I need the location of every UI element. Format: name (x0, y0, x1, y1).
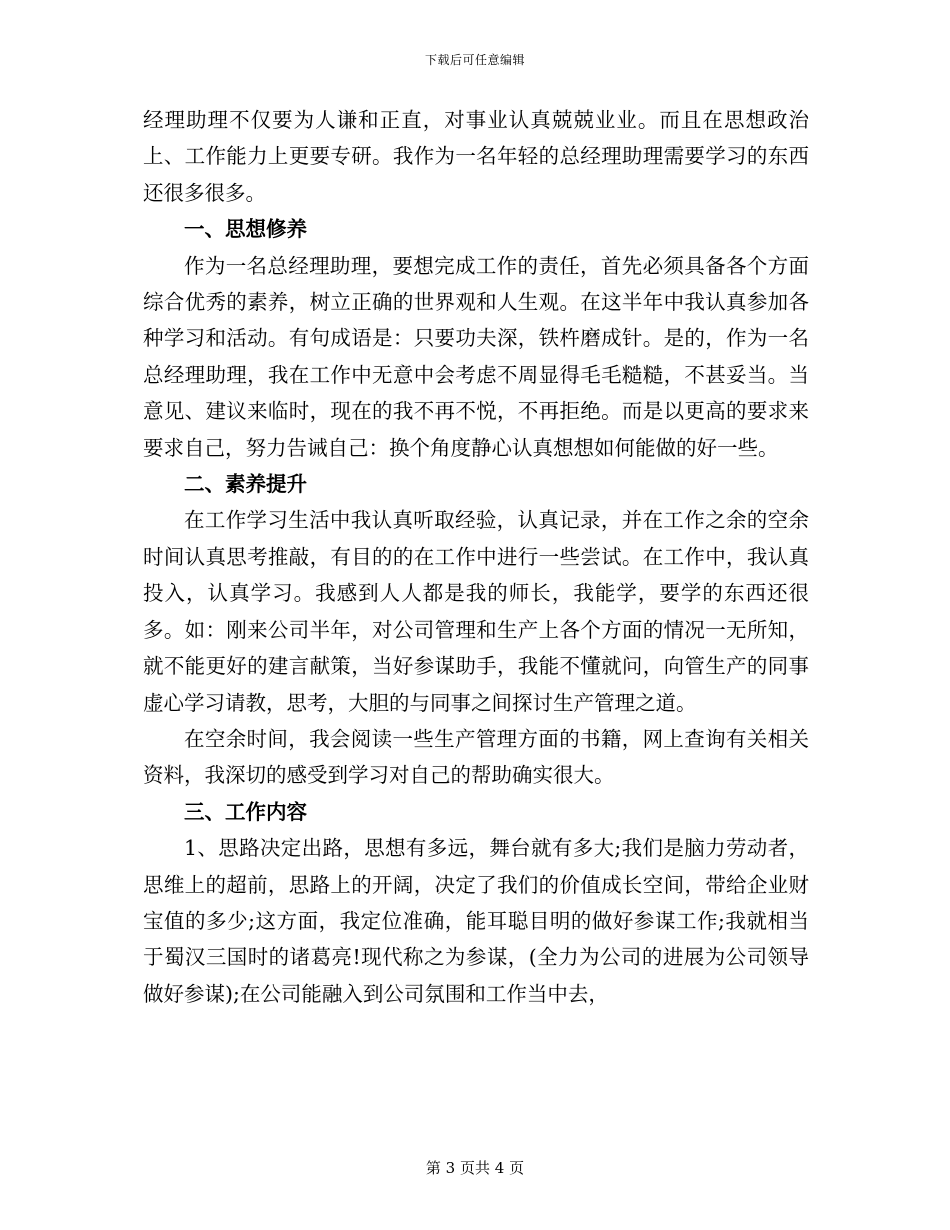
section-2-paragraph-1: 在工作学习生活中我认真听取经验，认真记录，并在工作之余的空余时间认真思考推敲，有目的的在工作中进行一些尝试。在工作中，我认真投入，认真学习。我感到人人都是我的师长，我能学，要学的东西还很多。如：刚来公司半年，对公司管理和生产上各个方面的情况一无所知，就不能更好的建言献策，当好参谋助手，我能不懂就问，向管生产的同事虚心学习请教，思考，大胆的与同事之间探讨生产管理之道。 (143, 508, 809, 715)
intro-paragraph: 经理助理不仅要为人谦和正直，对事业认真兢兢业业。而且在思想政治上、工作能力上更要专研。我作为一名年轻的总经理助理需要学习的东西还很多很多。 (143, 108, 809, 205)
document-body (143, 102, 809, 1012)
page-header: 下载后可任意编辑 (424, 53, 525, 67)
section-heading-2: 二、素养提升 (184, 472, 307, 497)
page-footer: 第 3 页共 4 页 (425, 1159, 525, 1177)
section-heading-3: 三、工作内容 (184, 799, 307, 824)
section-2-paragraph-2: 在空余时间，我会阅读一些生产管理方面的书籍，网上查询有关相关资料，我深切的感受到学习对自己的帮助确实很大。 (143, 726, 809, 788)
section-heading-1: 一、思想修养 (184, 217, 307, 242)
section-1-paragraph-1: 作为一名总经理助理，要想完成工作的责任，首先必须具备各个方面综合优秀的素养，树立正确的世界观和人生观。在这半年中我认真参加各种学习和活动。有句成语是：只要功夫深，铁杵磨成针。是的，作为一名总经理助理，我在工作中无意中会考虑不周显得毛毛糙糙，不甚妥当。当意见、建议来临时，现在的我不再不悦，不再拒绝。而是以更高的要求来要求自己，努力告诫自己：换个角度静心认真想想如何能做的好一些。 (143, 253, 809, 460)
section-3-paragraph-1: 1、思路决定出路，思想有多远，舞台就有多大;我们是脑力劳动者，思维上的超前，思路上的开阔，决定了我们的价值成长空间，带给企业财宝值的多少;这方面，我定位准确，能耳聪目明的做好参谋工作;我就相当于蜀汉三国时的诸葛亮!现代称之为参谋，(全力为公司的进展为公司领导做好参谋);在公司能融入到公司氛围和工作当中去， (143, 836, 809, 1006)
